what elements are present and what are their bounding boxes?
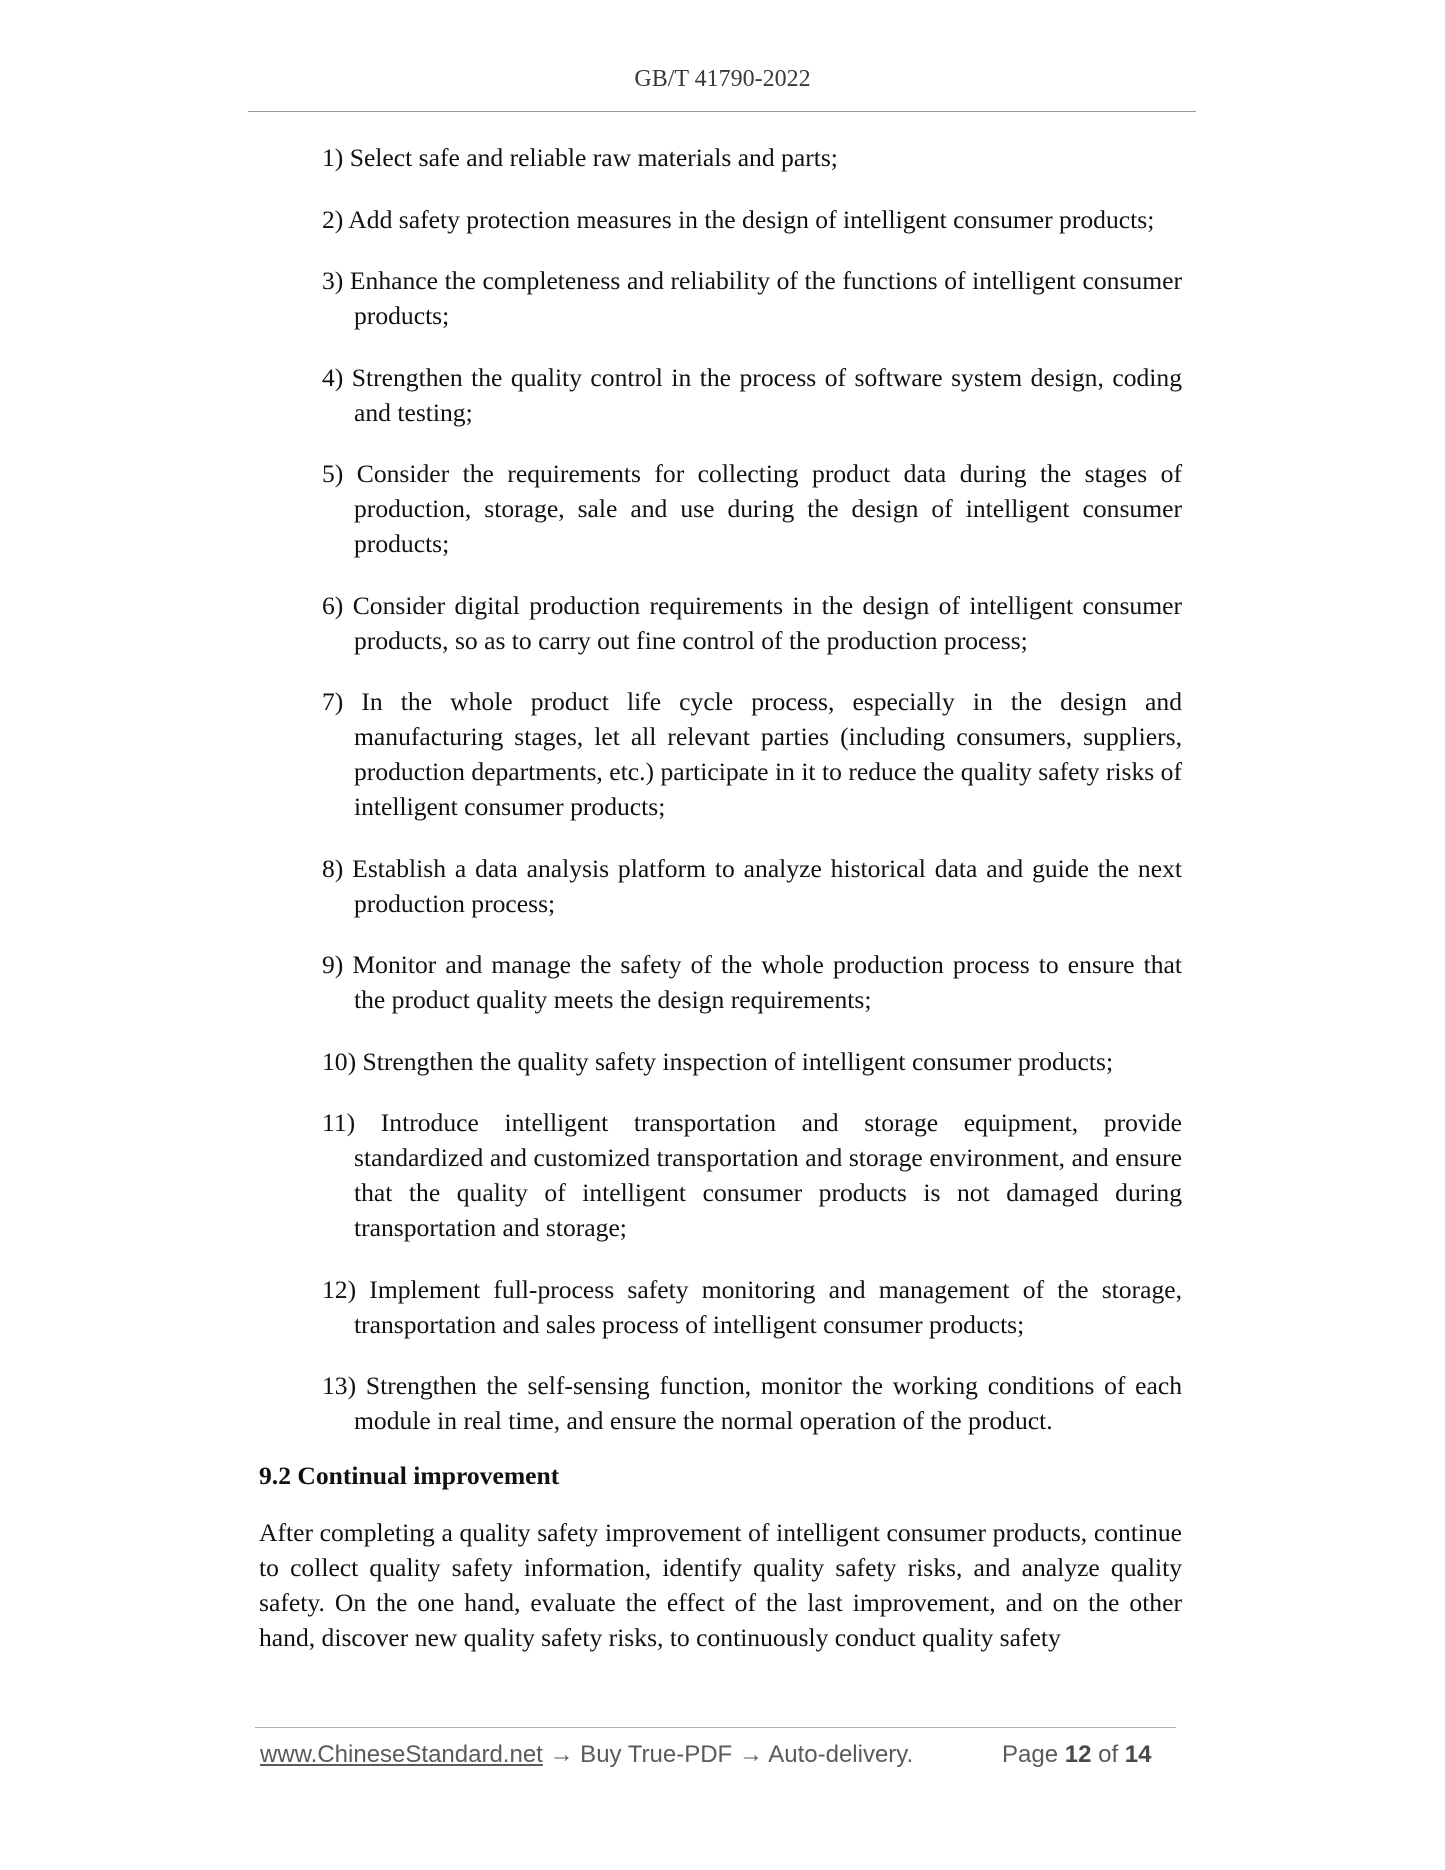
list-item: 9) Monitor and manage the safety of the whole production process to ensure that the product quality meets the design requirements; <box>322 950 1182 1014</box>
list-item: 10) Strengthen the quality safety inspection of intelligent consumer products; <box>322 1046 1114 1076</box>
page-label: Page <box>1002 1741 1059 1768</box>
list-item: 4) Strengthen the quality control in the process of software system design, coding and testing; <box>322 362 1182 427</box>
list-item: 1) Select safe and reliable raw materials and parts; <box>322 143 838 172</box>
list-item: 11) Introduce intelligent transportation and storage equipment, provide standardized and customized transportation and storage environment, and ensure that the quality of intelligent consumer products is not damaged during transportation and storage; <box>322 1108 1182 1242</box>
header-divider <box>248 111 1196 112</box>
list-item: 13) Strengthen the self-sensing function, monitor the working conditions of each module in real time, and ensure the normal operation of the product. <box>322 1371 1182 1435</box>
website-link[interactable]: www.ChineseStandard.net <box>260 1741 543 1768</box>
list-item: 6) Consider digital production requirements in the design of intelligent consumer products, so as to carry out fine control of the production process; <box>322 590 1182 655</box>
list-item: 2) Add safety protection measures in the design of intelligent consumer products; <box>322 204 1155 234</box>
section-heading: 9.2 Continual improvement <box>259 1461 560 1490</box>
list-item: 5) Consider the requirements for collecting product data during the stages of production, storage, sale and use during the design of intelligent consumer products; <box>322 459 1182 558</box>
requirements-list <box>322 140 1182 1465</box>
list-item: 12) Implement full-process safety monitoring and management of the storage, transportation and sales process of intelligent consumer products; <box>322 1274 1182 1339</box>
page-indicator <box>1002 1741 1152 1769</box>
page-of-label: of <box>1098 1741 1119 1768</box>
current-page-number: 12 <box>1064 1741 1092 1768</box>
document-header-title: GB/T 41790-2022 <box>634 66 811 92</box>
footer-tagline: → Buy True-PDF → Auto-delivery. <box>542 1741 914 1768</box>
section-paragraph: After completing a quality safety improvement of intelligent consumer products, continue to collect quality safety information, identify quality safety risks, and analyze quality safety. On the one hand, evaluate the effect of the last improvement, and on the other hand, discover new quality safety risks, to continuously conduct quality safety <box>259 1518 1182 1652</box>
footer-divider <box>255 1727 1176 1728</box>
footer-promo <box>260 1741 913 1769</box>
list-item: 3) Enhance the completeness and reliability of the functions of intelligent consumer products; <box>322 266 1182 330</box>
total-pages-number: 14 <box>1124 1741 1152 1768</box>
list-item: 8) Establish a data analysis platform to analyze historical data and guide the next production process; <box>322 853 1182 918</box>
list-item: 7) In the whole product life cycle process, especially in the design and manufacturing stages, let all relevant parties (including consumers, suppliers, production departments, etc.) participate in it to reduce the quality safety risks of intelligent consumer products; <box>322 687 1182 821</box>
